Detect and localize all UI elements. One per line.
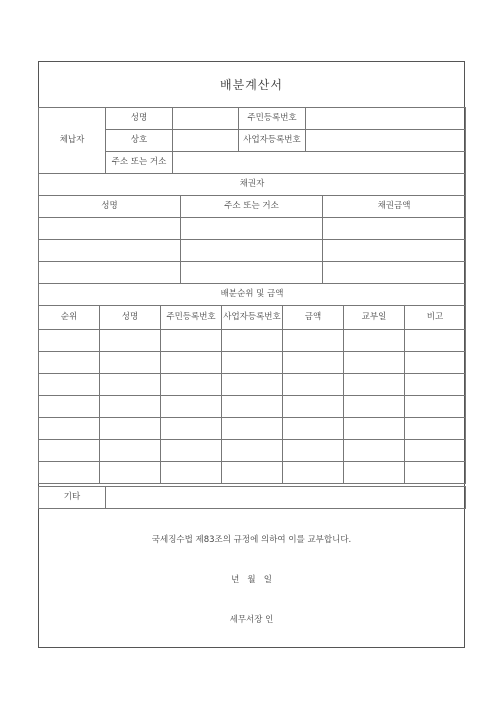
dist-header-amount: 금액 xyxy=(283,306,344,330)
creditor-cell[interactable] xyxy=(39,218,181,240)
dist-cell[interactable] xyxy=(222,418,283,440)
dist-cell[interactable] xyxy=(161,352,222,374)
business-name-field[interactable] xyxy=(173,130,239,152)
dist-cell[interactable] xyxy=(405,352,466,374)
name-label: 성명 xyxy=(106,108,173,130)
distribution-table xyxy=(38,283,466,484)
dist-cell[interactable] xyxy=(405,462,466,484)
brn-field[interactable] xyxy=(306,130,466,152)
dist-cell[interactable] xyxy=(283,418,344,440)
dist-cell[interactable] xyxy=(344,418,405,440)
creditor-table xyxy=(38,173,466,284)
dist-cell[interactable] xyxy=(283,440,344,462)
dist-cell[interactable] xyxy=(405,418,466,440)
signature-line: 세무서장 인 xyxy=(229,615,274,625)
dist-cell[interactable] xyxy=(39,418,100,440)
dist-cell[interactable] xyxy=(100,352,161,374)
creditor-cell[interactable] xyxy=(323,240,466,262)
dist-cell[interactable] xyxy=(222,462,283,484)
dist-cell[interactable] xyxy=(222,396,283,418)
creditor-cell[interactable] xyxy=(323,218,466,240)
dist-cell[interactable] xyxy=(100,374,161,396)
date-line: 년 월 일 xyxy=(231,575,272,585)
dist-cell[interactable] xyxy=(100,440,161,462)
other-field[interactable] xyxy=(106,487,466,509)
dist-cell[interactable] xyxy=(405,330,466,352)
statement-text: 국세징수법 제83조의 규정에 의하여 이를 교부합니다. xyxy=(151,535,352,545)
dist-header-date: 교부일 xyxy=(344,306,405,330)
rrn-field[interactable] xyxy=(306,108,466,130)
other-label: 기타 xyxy=(39,487,106,509)
dist-cell[interactable] xyxy=(100,330,161,352)
form-frame xyxy=(38,61,465,648)
dist-header-name: 성명 xyxy=(100,306,161,330)
brn-label: 사업자등록번호 xyxy=(239,130,306,152)
dist-cell[interactable] xyxy=(222,352,283,374)
creditor-header-address: 주소 또는 거소 xyxy=(181,196,323,218)
dist-cell[interactable] xyxy=(344,352,405,374)
dist-cell[interactable] xyxy=(39,396,100,418)
dist-cell[interactable] xyxy=(161,418,222,440)
creditor-cell[interactable] xyxy=(39,240,181,262)
dist-cell[interactable] xyxy=(100,418,161,440)
dist-cell[interactable] xyxy=(161,396,222,418)
dist-cell[interactable] xyxy=(161,462,222,484)
dist-cell[interactable] xyxy=(161,374,222,396)
dist-cell[interactable] xyxy=(100,462,161,484)
creditor-section-title: 채권자 xyxy=(39,174,466,196)
business-name-label: 상호 xyxy=(106,130,173,152)
dist-cell[interactable] xyxy=(344,462,405,484)
creditor-header-name: 성명 xyxy=(39,196,181,218)
dist-cell[interactable] xyxy=(39,330,100,352)
dist-header-rank: 순위 xyxy=(39,306,100,330)
dist-cell[interactable] xyxy=(222,374,283,396)
dist-cell[interactable] xyxy=(405,374,466,396)
taxpayer-label: 체납자 xyxy=(39,108,106,174)
dist-cell[interactable] xyxy=(283,396,344,418)
dist-cell[interactable] xyxy=(100,396,161,418)
address-field[interactable] xyxy=(173,152,466,174)
dist-cell[interactable] xyxy=(39,374,100,396)
dist-cell[interactable] xyxy=(405,440,466,462)
form-title: 배분계산서 xyxy=(39,62,464,108)
dist-cell[interactable] xyxy=(283,462,344,484)
dist-cell[interactable] xyxy=(283,352,344,374)
dist-cell[interactable] xyxy=(161,440,222,462)
dist-cell[interactable] xyxy=(39,352,100,374)
dist-cell[interactable] xyxy=(283,374,344,396)
dist-cell[interactable] xyxy=(405,396,466,418)
creditor-cell[interactable] xyxy=(323,262,466,284)
dist-header-brn: 사업자등록번호 xyxy=(222,306,283,330)
address-label: 주소 또는 거소 xyxy=(106,152,173,174)
name-field[interactable] xyxy=(173,108,239,130)
creditor-header-amount: 채권금액 xyxy=(323,196,466,218)
creditor-cell[interactable] xyxy=(181,218,323,240)
dist-cell[interactable] xyxy=(222,440,283,462)
dist-cell[interactable] xyxy=(344,374,405,396)
dist-cell[interactable] xyxy=(344,330,405,352)
creditor-cell[interactable] xyxy=(181,240,323,262)
dist-cell[interactable] xyxy=(39,440,100,462)
dist-cell[interactable] xyxy=(344,440,405,462)
rrn-label: 주민등록번호 xyxy=(239,108,306,130)
creditor-cell[interactable] xyxy=(39,262,181,284)
taxpayer-table xyxy=(38,107,466,174)
dist-cell[interactable] xyxy=(222,330,283,352)
dist-header-rrn: 주민등록번호 xyxy=(161,306,222,330)
dist-header-remarks: 비고 xyxy=(405,306,466,330)
dist-cell[interactable] xyxy=(161,330,222,352)
other-table xyxy=(38,486,466,509)
dist-cell[interactable] xyxy=(39,462,100,484)
dist-cell[interactable] xyxy=(344,396,405,418)
distribution-section-title: 배분순위 및 금액 xyxy=(39,284,466,306)
footer xyxy=(39,509,464,647)
dist-cell[interactable] xyxy=(283,330,344,352)
creditor-cell[interactable] xyxy=(181,262,323,284)
